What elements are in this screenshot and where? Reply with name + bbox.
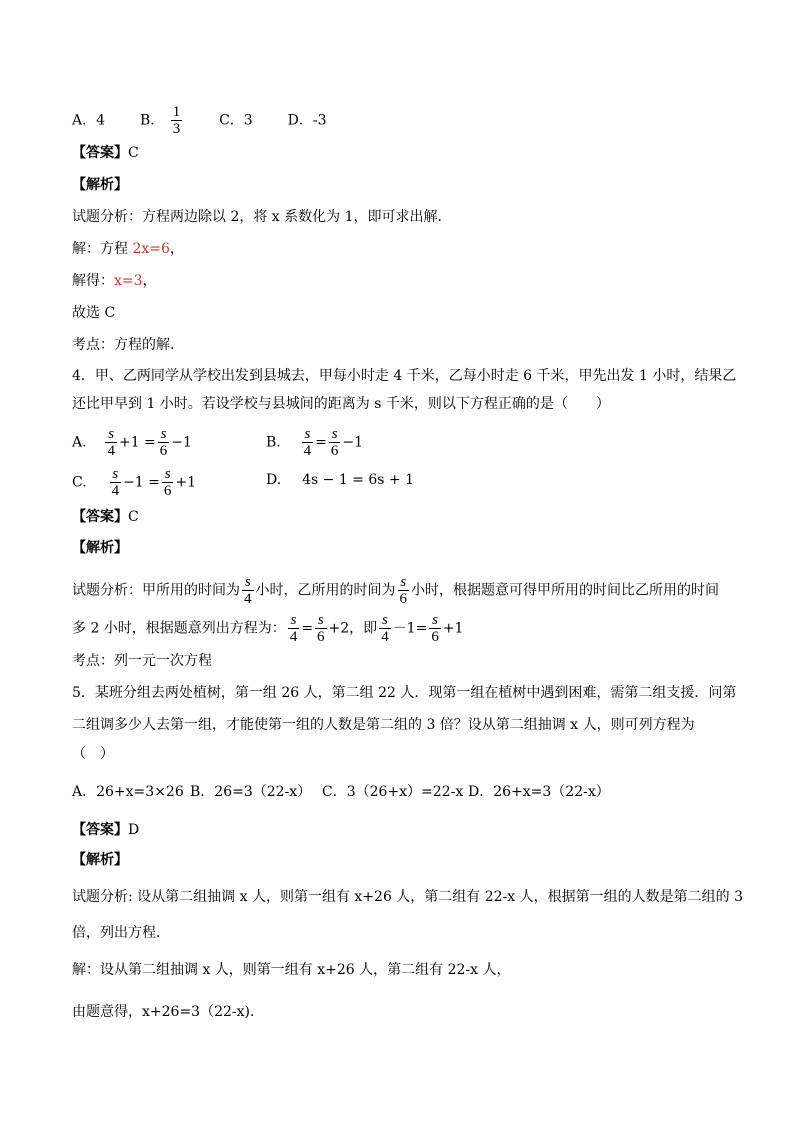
q3-choice-c: C．3 — [219, 112, 253, 129]
numerator: s — [304, 426, 311, 442]
analysis-lead: 试题分析： — [72, 209, 142, 225]
solution-prefix: 解：方程 — [72, 241, 133, 257]
fraction — [315, 612, 327, 645]
keypoint-text: 方程的解． — [114, 337, 184, 353]
option-c-label: C. — [72, 474, 87, 491]
q5-option-b: B．26=3（22-x） — [190, 784, 312, 800]
option-d-equation: 4s − 1 = 6s + 1 — [302, 472, 414, 488]
operator: = — [301, 620, 314, 637]
q4-stem-line-2: 还比甲早到 1 小时。若设学校与县城间的距离为 s 千米，则以下方程正确的是（ ） — [72, 396, 610, 412]
q3-choice-a: A．4 — [72, 112, 106, 129]
operator: －1= — [392, 620, 428, 637]
result-prefix: 解得： — [72, 273, 114, 289]
option-b-label: B. — [266, 434, 281, 451]
analysis-text: 小时，根据题意可得甲所用的时间比乙所用的时间 — [411, 582, 719, 599]
answer-label: 【答案】 — [72, 145, 128, 161]
denominator: 6 — [431, 629, 439, 645]
operator: −1 = — [123, 474, 160, 491]
operator: +1 — [442, 620, 464, 637]
denominator: 4 — [289, 629, 298, 645]
solution-suffix: ， — [169, 241, 184, 257]
q5-solution-line-1: 解：设从第二组抽调 x 人，则第一组有 x+26 人，第二组有 22-x 人， — [72, 962, 511, 978]
answer-label: 【答案】 — [72, 822, 128, 838]
analysis-text: 多 2 小时，根据题意列出方程为： — [72, 620, 286, 637]
q3-choice-b-denominator: 3 — [172, 121, 181, 137]
q5-analysis-line-1: 试题分析: 设从第二组抽调 x 人，则第一组有 x+26 人，第二组有 22-x 人，根据第一组的人数是第二组的 3 — [72, 889, 743, 905]
fraction — [110, 466, 122, 499]
numerator: s — [164, 466, 171, 482]
operator: +1 = — [118, 434, 156, 451]
option-d-label: D. — [266, 472, 282, 488]
denominator: 4 — [303, 443, 312, 459]
numerator: s — [108, 426, 115, 442]
denominator: 6 — [317, 629, 325, 645]
fraction — [288, 612, 300, 645]
fraction — [398, 574, 410, 607]
q5-analysis-label: 【解析】 — [72, 852, 128, 868]
q5-answer — [72, 820, 139, 840]
fraction — [162, 466, 174, 499]
q3-choice-b-label: B． — [139, 112, 165, 129]
q5-solution-line-2: 由题意得，x+26=3（22-x)． — [72, 1004, 264, 1020]
answer-label: 【答案】 — [72, 509, 128, 525]
q3-choice-b-fraction — [171, 104, 183, 137]
q4-keypoint — [72, 651, 212, 671]
denominator: 6 — [163, 483, 172, 499]
q4-stem-line-1: 4．甲、乙两同学从学校出发到县城去，甲每小时走 4 千米，乙每小时走 6 千米，甲先出发 1 小时，结果乙 — [72, 368, 737, 384]
q3-result — [72, 271, 157, 291]
keypoint-label: 考点： — [72, 337, 114, 353]
numerator: s — [382, 612, 388, 628]
q4-option-c — [72, 466, 196, 499]
denominator: 4 — [381, 629, 389, 645]
q5-analysis-line-2: 倍，列出方程． — [72, 925, 170, 941]
numerator: s — [317, 612, 324, 628]
q4-answer — [72, 507, 139, 527]
answer-value: D — [128, 822, 140, 838]
q5-stem-line-2: 二组调多少人去第一组，才能使第一组的人数是第二组的 3 倍？设从第二组抽调 x 人，则可列方程为 — [72, 717, 695, 733]
analysis-text: +2，即 — [328, 620, 378, 637]
analysis-lead: 试题分析：甲所用的时间为 — [72, 582, 240, 599]
operator: +1 — [175, 474, 197, 491]
operator: −1 — [171, 434, 192, 451]
q5-option-c: C．3（26+x）=22-x — [322, 784, 464, 800]
q5-option-d: D．26+x=3（22-x） — [468, 784, 610, 800]
q4-analysis-label: 【解析】 — [72, 540, 128, 556]
fraction — [329, 426, 341, 459]
result-suffix: ， — [142, 273, 157, 289]
q3-keypoint — [72, 335, 184, 355]
numerator: s — [290, 612, 297, 628]
numerator: s — [244, 574, 251, 590]
q4-analysis-line-2 — [72, 612, 463, 645]
q5-option-a: A．26+x=3×26 — [72, 784, 184, 800]
q4-option-d — [266, 470, 414, 490]
denominator: 4 — [244, 591, 252, 607]
denominator: 4 — [107, 443, 115, 459]
analysis-text: 小时，乙所用的时间为 — [255, 582, 396, 599]
q3-solution — [72, 239, 184, 259]
operator: −1 — [342, 434, 364, 451]
denominator: 6 — [399, 591, 407, 607]
result-equation: x=3 — [114, 273, 143, 289]
denominator: 4 — [111, 483, 120, 499]
keypoint-text: 列一元一次方程 — [114, 653, 212, 669]
fraction — [379, 612, 391, 645]
numerator: s — [432, 612, 438, 628]
q5-stem-line-3: （ ） — [72, 746, 114, 762]
q3-choices — [72, 104, 327, 137]
q3-analysis — [72, 207, 452, 227]
solution-equation: 2x=6 — [132, 241, 170, 257]
keypoint-label: 考点： — [72, 653, 114, 669]
numerator: s — [400, 574, 407, 590]
answer-value: C — [128, 145, 139, 161]
numerator: s — [160, 426, 167, 442]
q3-analysis-label: 【解析】 — [72, 177, 128, 193]
q3-choice-b-numerator: 1 — [172, 104, 181, 120]
fraction — [105, 426, 117, 459]
q4-option-a — [72, 426, 192, 459]
answer-value: C — [128, 509, 139, 525]
fraction — [429, 612, 441, 645]
fraction — [302, 426, 314, 459]
operator: = — [315, 434, 327, 451]
q4-analysis-line-1 — [72, 574, 719, 607]
option-a-label: A. — [72, 434, 87, 451]
analysis-text: 方程两边除以 2，将 x 系数化为 1，即可求出解． — [142, 209, 452, 225]
q4-option-b — [266, 426, 363, 459]
fraction — [242, 574, 254, 607]
fraction — [158, 426, 170, 459]
denominator: 6 — [159, 443, 168, 459]
numerator: s — [112, 466, 119, 482]
q3-choose: 故选 C — [72, 305, 116, 321]
q3-choice-d: D．-3 — [287, 112, 327, 129]
q5-stem-line-1: 5．某班分组去两处植树，第一组 26 人，第二组 22 人．现第一组在植树中遇到困难，需第二组支援．问第 — [72, 685, 737, 701]
numerator: s — [331, 426, 338, 442]
q3-answer — [72, 143, 139, 163]
denominator: 6 — [330, 443, 339, 459]
